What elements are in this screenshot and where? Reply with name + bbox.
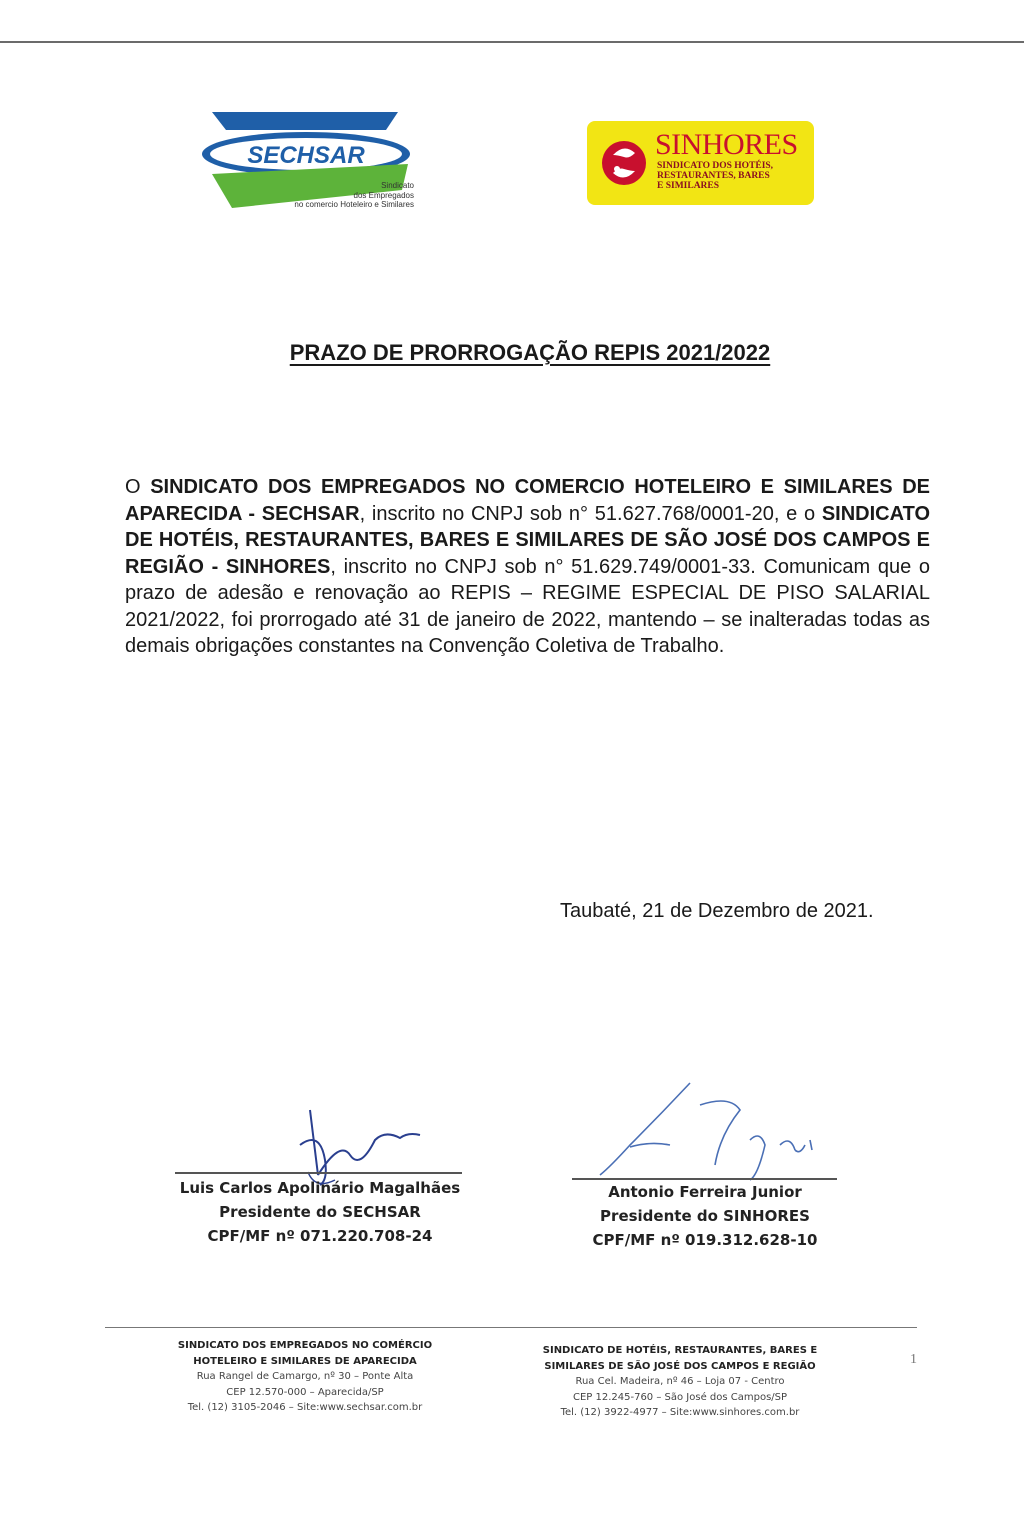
footer-divider xyxy=(105,1327,917,1328)
footer-org-name: SINDICATO DE HOTÉIS, RESTAURANTES, BARES E xyxy=(542,1345,818,1356)
sechsar-logo-caption xyxy=(232,181,414,210)
footer-contact: Tel. (12) 3105-2046 – Site:www.sechsar.com.br xyxy=(187,1402,423,1413)
signatory-name: Antonio Ferreira Junior xyxy=(608,1183,802,1201)
page-number: 1 xyxy=(910,1352,917,1367)
signature-line-left xyxy=(175,1172,462,1174)
footer-left xyxy=(140,1338,470,1416)
signatory-left xyxy=(170,1176,470,1248)
signatory-cpf: CPF/MF nº 071.220.708-24 xyxy=(207,1227,433,1245)
signatory-name: Luis Carlos Apolinário Magalhães xyxy=(179,1179,461,1197)
paragraph-text: O xyxy=(125,476,151,498)
organization-name-sechsar: SINDICATO DOS EMPREGADOS NO COMERCIO HOTELEIRO E SIMILARES DE APARECIDA - SECHSAR xyxy=(125,476,930,525)
paragraph-text: , inscrito no CNPJ sob n° 51.627.768/0001-20, e o xyxy=(359,502,822,525)
sechsar-logo-wordmark: SECHSAR xyxy=(247,142,365,169)
footer-org-name: SINDICATO DOS EMPREGADOS NO COMÉRCIO xyxy=(177,1340,433,1351)
announcement-paragraph xyxy=(125,474,930,660)
sechsar-caption-line: Sindicato xyxy=(381,181,414,190)
signatory-cpf: CPF/MF nº 019.312.628-10 xyxy=(592,1231,818,1249)
signatory-right xyxy=(555,1180,855,1252)
sinhores-wordmark: SINHORES xyxy=(655,128,798,161)
paragraph-text: , inscrito no CNPJ sob n° 51.629.749/0001-33. Comunicam que o prazo de adesão e renovação ao REPIS – REGIME ESPECIAL DE PISO SALARIAL 2021/2022, foi prorrogado até 31 de janeiro de 2022, mantendo – se inalteradas todas as demais obrigações constantes na Convenção Coletiva de Trabalho. xyxy=(125,555,930,657)
footer-contact: Tel. (12) 3922-4977 – Site:www.sinhores.com.br xyxy=(560,1407,800,1418)
footer-org-name: SIMILARES DE SÃO JOSÉ DOS CAMPOS E REGIÃO xyxy=(544,1360,816,1372)
sinhores-badge-icon xyxy=(599,135,649,191)
signatory-role: Presidente do SECHSAR xyxy=(219,1203,421,1221)
document-title: PRAZO DE PRORROGAÇÃO REPIS 2021/2022 xyxy=(289,340,771,365)
sinhores-subtitle xyxy=(657,161,807,191)
sinhores-logo xyxy=(587,121,814,205)
footer-address: Rua Cel. Madeira, nº 46 – Loja 07 - Centro xyxy=(575,1376,785,1387)
scan-edge-line xyxy=(0,41,1024,43)
date-place: Taubaté, 21 de Dezembro de 2021. xyxy=(560,900,874,922)
organization-name-sinhores: SINDICATO DE HOTÉIS, RESTAURANTES, BARES E SIMILARES DE SÃO JOSÉ DOS CAMPOS E REGIÃO - SINHORES xyxy=(125,502,930,578)
signatory-role: Presidente do SINHORES xyxy=(600,1207,810,1225)
sechsar-caption-line: dos Empregados xyxy=(353,190,414,200)
footer-address: Rua Rangel de Camargo, nº 30 – Ponte Alta xyxy=(196,1371,414,1382)
footer-right xyxy=(505,1343,855,1421)
sechsar-logo xyxy=(202,108,418,214)
footer-org-name: HOTELEIRO E SIMILARES DE APARECIDA xyxy=(193,1355,417,1367)
sinhores-subtitle-line: E SIMILARES xyxy=(657,181,720,191)
footer-cep: CEP 12.570-000 – Aparecida/SP xyxy=(226,1386,384,1398)
sinhores-subtitle-line: RESTAURANTES, BARES xyxy=(657,171,770,181)
footer-cep: CEP 12.245-760 – São José dos Campos/SP xyxy=(572,1391,788,1403)
signature-right xyxy=(590,1075,830,1185)
sinhores-subtitle-line: SINDICATO DOS HOTÉIS, xyxy=(657,161,774,171)
sechsar-caption-line: no comercio Hoteleiro e Similares xyxy=(294,200,414,209)
